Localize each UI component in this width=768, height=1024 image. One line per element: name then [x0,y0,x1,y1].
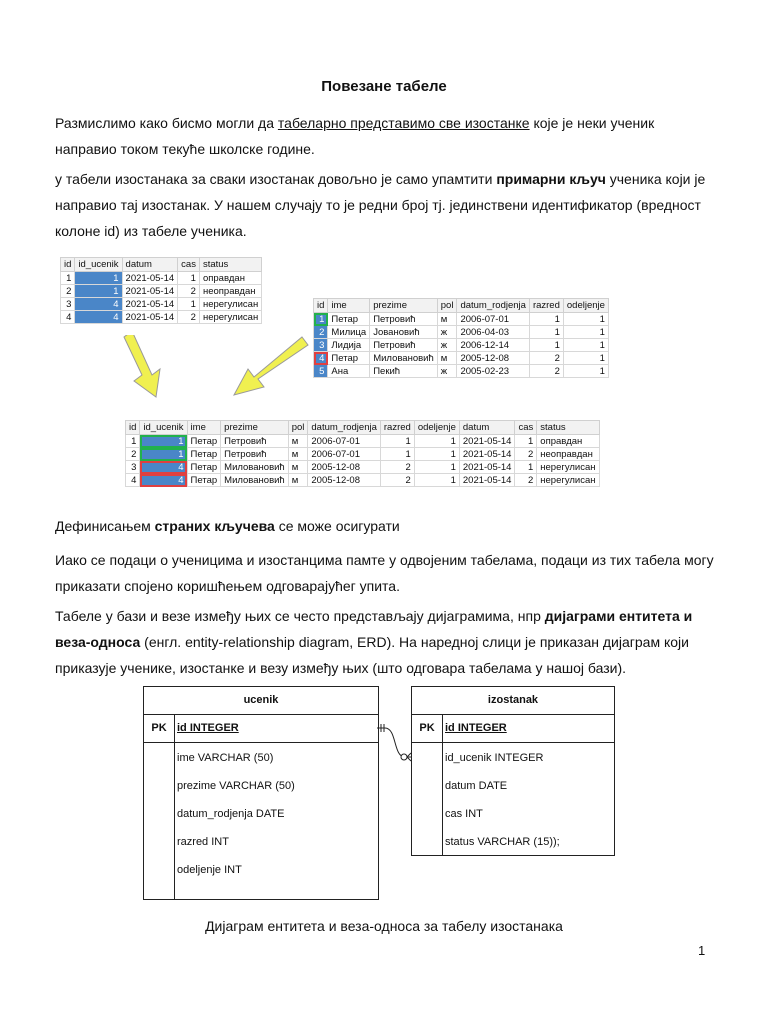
table-cell: 2 [178,285,200,298]
table-cell: м [288,448,308,461]
table-cell: 2 [126,448,140,461]
table-cell: м [288,474,308,487]
attribute: ime VARCHAR (50) [177,752,274,764]
table-cell: Петар [187,461,221,474]
table-row [61,285,262,298]
table-cell: 1 [140,435,187,448]
table-row [314,365,609,378]
pk-label: PK [144,715,175,742]
table-cell: оправдан [537,435,599,448]
column-header: datum_rodjenja [457,299,530,313]
table-cell: 4 [126,474,140,487]
column-header: id [314,299,328,313]
column-header: id [126,421,140,435]
table-row [61,298,262,311]
table-row [314,313,609,326]
table-cell: 2 [515,448,537,461]
table-cell: 1 [529,339,563,352]
table-row [61,311,262,324]
column-header: datum [459,421,515,435]
table-cell: нерегулисан [199,311,261,324]
pk-field: id INTEGER [445,722,507,734]
table-cell: ж [437,365,457,378]
attribute: datum_rodjenja DATE [177,808,285,820]
attributes [412,743,614,855]
table-row [314,339,609,352]
table-cell: 3 [126,461,140,474]
column-header: status [537,421,599,435]
table-cell: 2021-05-14 [122,311,178,324]
paragraph-foreign-keys [55,513,715,539]
table-cell: 2021-05-14 [459,435,515,448]
table-cell: 1 [75,285,122,298]
table-row [126,435,600,448]
attribute: cas INT [445,808,483,820]
table-cell: 4 [75,298,122,311]
header-row [61,258,262,272]
table-cell: ж [437,326,457,339]
text: Табеле у бази и везе између њих се често представљају дијаграмима, нпр [55,608,545,624]
underlined-text: табеларно представимо све изостанке [277,115,530,131]
column-header: odeljenje [414,421,459,435]
pk-row [144,715,378,743]
table-cell: ж [437,339,457,352]
text: се може осигурати [274,518,400,534]
table-cell: 1 [563,365,608,378]
column-header: cas [515,421,537,435]
optional-mark [401,754,407,760]
column-header: prezime [221,421,289,435]
table-cell: 2 [380,474,414,487]
erd-relationship-connector [377,715,413,765]
table-cell: м [437,352,457,365]
table-cell: 2 [61,285,75,298]
table-cell: 1 [414,461,459,474]
pk-field: id INTEGER [177,722,239,734]
table-cell: 5 [314,365,328,378]
table-row [126,448,600,461]
table-row [61,272,262,285]
attribute: id_ucenik INTEGER [445,752,544,764]
table-cell: 1 [75,272,122,285]
pk-label: PK [412,715,443,742]
table-cell: нерегулисан [537,474,599,487]
table-cell: оправдан [199,272,261,285]
table-cell: 1 [140,448,187,461]
attribute: odeljenje INT [177,864,242,876]
table-cell: 1 [380,448,414,461]
column-header: razred [529,299,563,313]
table-cell: 2 [380,461,414,474]
table-cell: м [288,435,308,448]
crowfoot-mark [407,757,411,761]
table-cell: 2021-05-14 [459,474,515,487]
table-cell: 1 [61,272,75,285]
column-header: id_ucenik [140,421,187,435]
text: ученика који је направио тај изостанак. У нашем случају то је редни број тј. јединствени идентификатор (вредност колоне id) из табеле ученика. [55,171,706,239]
column-header: odeljenje [563,299,608,313]
table-cell: 2021-05-14 [122,285,178,298]
table-cell: 1 [515,435,537,448]
column-header: cas [178,258,200,272]
table-cell: 1 [529,313,563,326]
paragraph-intro [55,110,715,162]
table-cell: 1 [414,435,459,448]
table-cell: 2005-12-08 [457,352,530,365]
column-header: status [199,258,261,272]
column-header: pol [288,421,308,435]
table-cell: неоправдан [199,285,261,298]
attribute: prezime VARCHAR (50) [177,780,295,792]
table-cell: Петровић [221,448,289,461]
text: које је неки ученик направио током текуће школске године. [55,115,655,157]
table-cell: Петар [187,435,221,448]
table-cell: 1 [515,461,537,474]
table-cell: 2006-07-01 [308,435,381,448]
erd-entity-izostanak [411,686,615,856]
table-cell: Петар [328,313,370,326]
table-cell: 2 [529,352,563,365]
table-cell: 4 [75,311,122,324]
table-cell: 2021-05-14 [122,298,178,311]
table-cell: Милица [328,326,370,339]
table-cell: Пекић [370,365,438,378]
table-cell: 3 [61,298,75,311]
column-header: datum_rodjenja [308,421,381,435]
table-cell: 2006-07-01 [308,448,381,461]
paragraph-primary-key [55,166,715,244]
table-cell: 2 [529,365,563,378]
table-cell: 4 [140,461,187,474]
table-cell: Ана [328,365,370,378]
attribute: status VARCHAR (15)); [445,836,560,848]
table-cell: Петар [328,352,370,365]
table-cell: 2005-12-08 [308,461,381,474]
table-cell: Јовановић [370,326,438,339]
table-cell: Петар [187,474,221,487]
pk-row [412,715,614,743]
bold-term: примарни кључ [496,171,606,187]
text: Размислимо како бисмо могли да [55,115,278,131]
column-header: ime [328,299,370,313]
paragraph-join: Иако се подаци о ученицима и изостанцима памте у одвојеним табелама, подаци из тих табела могу приказати спојено коришћењем одговарајућег упита. [55,552,714,594]
attribute: razred INT [177,836,229,848]
table-cell: 4 [140,474,187,487]
table-cell: 2006-07-01 [457,313,530,326]
text: у табели изостанака за сваки изостанак довољно је само упамтити [55,171,497,187]
table-cell: 1 [178,298,200,311]
column-header: datum [122,258,178,272]
table-cell: 1 [563,352,608,365]
arrow-left [124,335,160,397]
table-cell: Петровић [221,435,289,448]
table-cell: Петровић [370,313,438,326]
table-cell: нерегулисан [199,298,261,311]
table-cell: 4 [61,311,75,324]
table-cell: неоправдан [537,448,599,461]
header-row [314,299,609,313]
table-cell: 1 [414,448,459,461]
table-cell: 2021-05-14 [122,272,178,285]
table-cell: Петар [187,448,221,461]
table-row [314,352,609,365]
table-cell: 2 [178,311,200,324]
table-cell: 2 [314,326,328,339]
table-cell: 1 [380,435,414,448]
table-cell: 1 [563,326,608,339]
table-cell: 2006-12-14 [457,339,530,352]
table-cell: м [437,313,457,326]
table-cell: 4 [314,352,328,365]
bold-term: страних кључева [154,518,275,534]
text: Дефинисањем [55,518,155,534]
entity-name: izostanak [412,687,614,715]
attributes [144,743,378,899]
table-row [126,474,600,487]
column-header: prezime [370,299,438,313]
attribute: datum DATE [445,780,508,792]
arrow-right [234,337,308,395]
table-cell: 1 [126,435,140,448]
entity-name: ucenik [144,687,378,715]
table-cell: 1 [178,272,200,285]
arrows-graphic [110,335,320,405]
column-header: ime [187,421,221,435]
table-cell: 1 [414,474,459,487]
ucenik-table [313,298,609,378]
table-cell: 2005-12-08 [308,474,381,487]
column-header: id [61,258,75,272]
column-header: razred [380,421,414,435]
table-cell: 2021-05-14 [459,448,515,461]
table-cell: 3 [314,339,328,352]
header-row [126,421,600,435]
column-header: id_ucenik [75,258,122,272]
table-cell: м [288,461,308,474]
table-cell: Лидија [328,339,370,352]
paragraph-erd [55,603,715,681]
page-title: Повезане табеле [321,78,447,95]
table-row [126,461,600,474]
table-cell: Миловановић [221,474,289,487]
page-number: 1 [698,943,706,958]
column-header: pol [437,299,457,313]
table-row [314,326,609,339]
erd-entity-ucenik [143,686,379,900]
table-cell: 2021-05-14 [459,461,515,474]
table-cell: Петровић [370,339,438,352]
bold-term: дијаграми ентитета и веза-односа [55,608,693,650]
table-cell: 1 [563,313,608,326]
text: (енгл. entity-relationship diagram, ERD). На наредној слици је приказан дијаграм који приказује ученике, изостанке и везу између њих (што одговара табелама у нашој бази). [55,634,689,676]
table-cell: 2 [515,474,537,487]
table-cell: 1 [529,326,563,339]
table-cell: Миловановић [370,352,438,365]
joined-table [125,420,600,487]
crowfoot-mark [407,753,411,757]
table-cell: 1 [314,313,328,326]
table-cell: Миловановић [221,461,289,474]
table-cell: нерегулисан [537,461,599,474]
izostanak-table [60,257,262,324]
table-cell: 1 [563,339,608,352]
figure-caption: Дијаграм ентитета и веза-односа за табелу изостанака [205,918,563,934]
table-cell: 2005-02-23 [457,365,530,378]
table-cell: 2006-04-03 [457,326,530,339]
